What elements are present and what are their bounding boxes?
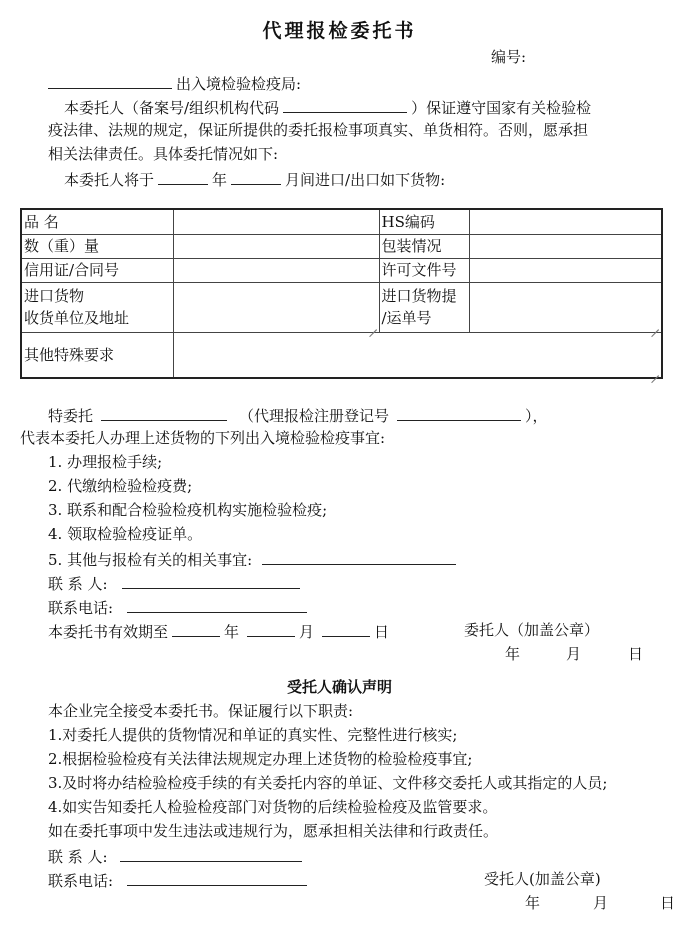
validity-line [48,621,389,641]
duty-3: 3.及时将办结检验检疫手续的有关委托内容的单证、文件移交委托人或其指定的人员; [48,774,608,792]
bl-label-line-1: 进口货物提 [381,287,457,305]
duty-4: 4.如实告知委托人检验检疫部门对货物的后续检验检疫及监管要求。 [48,798,498,816]
license-input[interactable] [469,258,662,282]
packing-input[interactable] [469,234,662,258]
intro-line-1 [64,97,591,117]
consignee-input[interactable] [173,282,379,332]
confirmation-intro: 本企业完全接受本委托书。保证履行以下职责: [48,702,354,720]
intro-line-4-suffix: 月间进口/出口如下货物: [285,171,446,189]
entrust-item-3: 3. 联系和配合检验检疫机构实施检验检疫; [48,501,328,519]
intro-line-4 [64,169,445,189]
validity-month-blank[interactable] [247,621,295,637]
bureau-suffix: 出入境检验检疫局: [176,75,302,93]
agent-phone [48,870,311,890]
principal-date-month: 月 [566,645,582,663]
goods-table [20,208,663,379]
agent-date-year: 年 [525,894,541,912]
reg-number-blank[interactable] [397,405,521,421]
resize-grip-icon[interactable] [651,322,659,330]
document-title: 代理报检委托书 [262,20,417,42]
entrust-item-4: 4. 领取检验检疫证单。 [48,525,203,543]
agent-seal: 受托人(加盖公章) [484,870,601,888]
validity-day-label: 日 [374,623,390,641]
agent-phone-label: 联系电话: [48,872,114,890]
bureau-blank[interactable] [48,73,172,89]
month-blank[interactable] [231,169,281,185]
resize-grip-icon[interactable] [651,368,659,376]
liability-line: 如在委托事项中发生违法或违规行为，愿承担相关法律和行政责任。 [48,822,499,840]
intro-line-2: 疫法律、法规的规定，保证所提供的委托报检事项真实、单货相符。否则，愿承担 [48,121,589,139]
consignee-label [21,282,173,332]
entrust-phone-label: 联系电话: [48,599,114,617]
entrust-contact-label: 联 系 人: [48,575,108,593]
agent-date-month: 月 [593,894,609,912]
bl-input[interactable] [469,282,662,332]
special-entrust-line [48,405,548,425]
represent-line: 代表本委托人办理上述货物的下列出入境检验检疫事宜: [20,429,386,447]
agent-name-blank[interactable] [101,405,227,421]
principal-seal: 委托人（加盖公章） [464,621,600,639]
quantity-label: 数（重）量 [21,234,173,258]
duty-1: 1.对委托人提供的货物情况和单证的真实性、完整性进行核实; [48,726,458,744]
year-label: 年 [212,171,228,189]
intro-line-1-suffix: ）保证遵守国家有关检验检 [411,99,592,117]
agent-contact-blank[interactable] [120,846,302,862]
resize-grip-icon[interactable] [369,322,377,330]
intro-line-1-prefix: 本委托人（备案号/组织机构代码 [64,99,280,117]
bl-label [379,282,469,332]
year-blank[interactable] [158,169,208,185]
bl-label-line-2: /运单号 [381,309,432,327]
hs-label: HS编码 [379,209,469,234]
validity-prefix: 本委托书有效期至 [48,623,169,641]
license-label: 许可文件号 [379,258,469,282]
org-code-blank[interactable] [283,97,407,113]
agent-phone-blank[interactable] [127,870,307,886]
intro-line-3: 相关法律责任。具体委托情况如下: [48,145,279,163]
entrust-contact [48,573,304,593]
entrust-contact-blank[interactable] [122,573,300,589]
validity-year-label: 年 [224,623,240,641]
entrust-item-5-label: 5. 其他与报检有关的相关事宜: [48,551,253,569]
validity-day-blank[interactable] [322,621,370,637]
other-matters-blank[interactable] [262,549,456,565]
entrust-item-1: 1. 办理报检手续; [48,453,163,471]
duty-2: 2.根据检验检疫有关法律法规规定办理上述货物的检验检疫事宜; [48,750,473,768]
special-input[interactable] [173,332,662,378]
special-label: 其他特殊要求 [21,332,173,378]
entrust-item-5 [48,549,460,569]
name-input[interactable] [173,209,379,234]
bureau-line [48,73,301,93]
lc-input[interactable] [173,258,379,282]
entrust-phone [48,597,311,617]
entrust-item-2: 2. 代缴纳检验检疫费; [48,477,193,495]
intro-line-4-prefix: 本委托人将于 [64,171,155,189]
name-label: 品 名 [21,209,173,234]
lc-label: 信用证/合同号 [21,258,173,282]
special-entrust-prefix: 特委托 [48,407,94,425]
entrust-phone-blank[interactable] [127,597,307,613]
principal-date-day: 日 [628,645,644,663]
hs-input[interactable] [469,209,662,234]
number-label: 编号: [491,48,527,66]
validity-year-blank[interactable] [172,621,220,637]
validity-month-label: 月 [299,623,315,641]
consignee-label-line-2: 收货单位及地址 [24,309,130,327]
reg-prefix: （代理报检注册登记号 [239,407,390,425]
reg-suffix: ）， [525,407,548,425]
consignee-label-line-1: 进口货物 [24,287,85,305]
agent-contact-label: 联 系 人: [48,848,108,866]
quantity-input[interactable] [173,234,379,258]
agent-contact [48,846,306,866]
packing-label: 包装情况 [379,234,469,258]
confirmation-title: 受托人确认声明 [286,678,392,696]
principal-date-year: 年 [505,645,521,663]
agent-date-day: 日 [660,894,676,912]
